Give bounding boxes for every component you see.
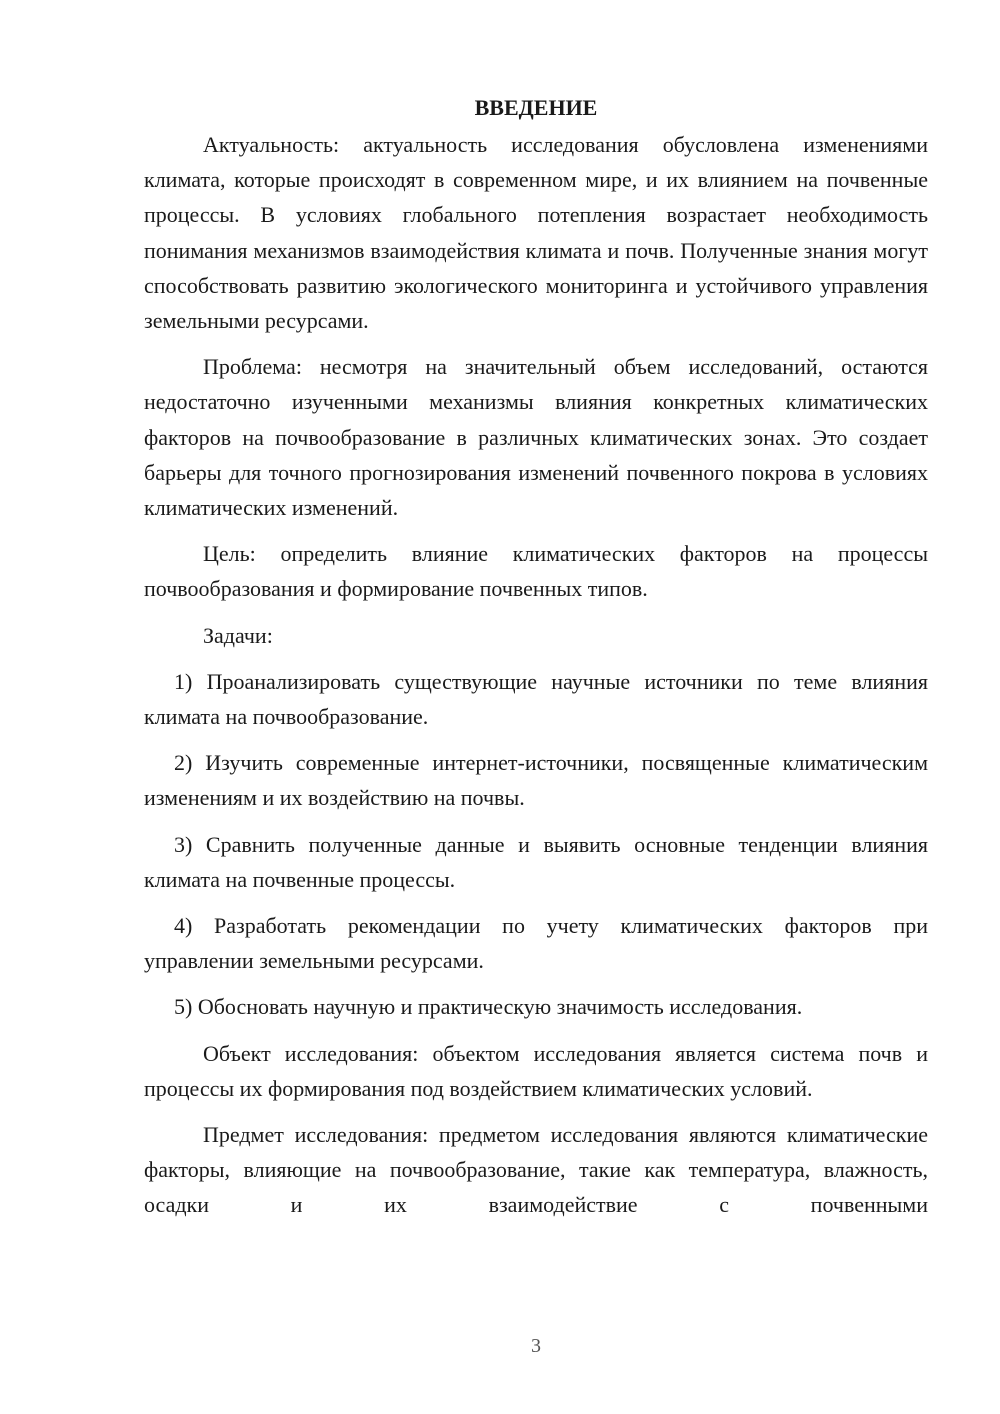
section-heading: ВВЕДЕНИЕ	[474, 95, 598, 120]
tasks-label: Задачи:	[203, 622, 273, 648]
task-item: 4) Разработать рекомендации по учету климатических факторов при управлении земельными ресурсами.	[144, 913, 928, 974]
page-number: 3	[531, 1335, 541, 1357]
goal-paragraph: Цель: определить влияние климатических факторов на процессы почвообразования и формирование почвенных типов.	[144, 541, 928, 602]
problem-paragraph: Проблема: несмотря на значительный объем исследований, остаются недостаточно изученными механизмы влияния конкретных климатических факторов на почвообразование в различных климатических зонах. Это создает барьеры для точного прогнозирования изменений почвенного покрова в условиях климатических изменений.	[144, 354, 928, 521]
relevance-paragraph: Актуальность: актуальность исследования обусловлена изменениями климата, которые происходят в современном мире, и их влиянием на почвенные процессы. В условиях глобального потепления возрастает необходимость понимания механизмов взаимодействия климата и почв. Полученные знания могут способствовать развитию экологического мониторинга и устойчивого управления земельными ресурсами.	[144, 132, 928, 334]
object-paragraph: Объект исследования: объектом исследования является система почв и процессы их формирования под воздействием климатических условий.	[144, 1040, 928, 1101]
document-page	[144, 90, 928, 1234]
task-item: 3) Сравнить полученные данные и выявить основные тенденции влияния климата на почвенные процессы.	[144, 831, 928, 892]
task-item: 5) Обосновать научную и практическую значимость исследования.	[174, 994, 803, 1020]
subject-paragraph: Предмет исследования: предметом исследования являются климатические факторы, влияющие на почвообразование, такие как температура, влажность, осадки и их взаимодействие с почвенными	[144, 1122, 928, 1218]
task-item: 2) Изучить современные интернет-источники, посвященные климатическим изменениям и их воздействию на почвы.	[144, 750, 928, 811]
task-item: 1) Проанализировать существующие научные источники по теме влияния климата на почвообразование.	[144, 668, 928, 730]
